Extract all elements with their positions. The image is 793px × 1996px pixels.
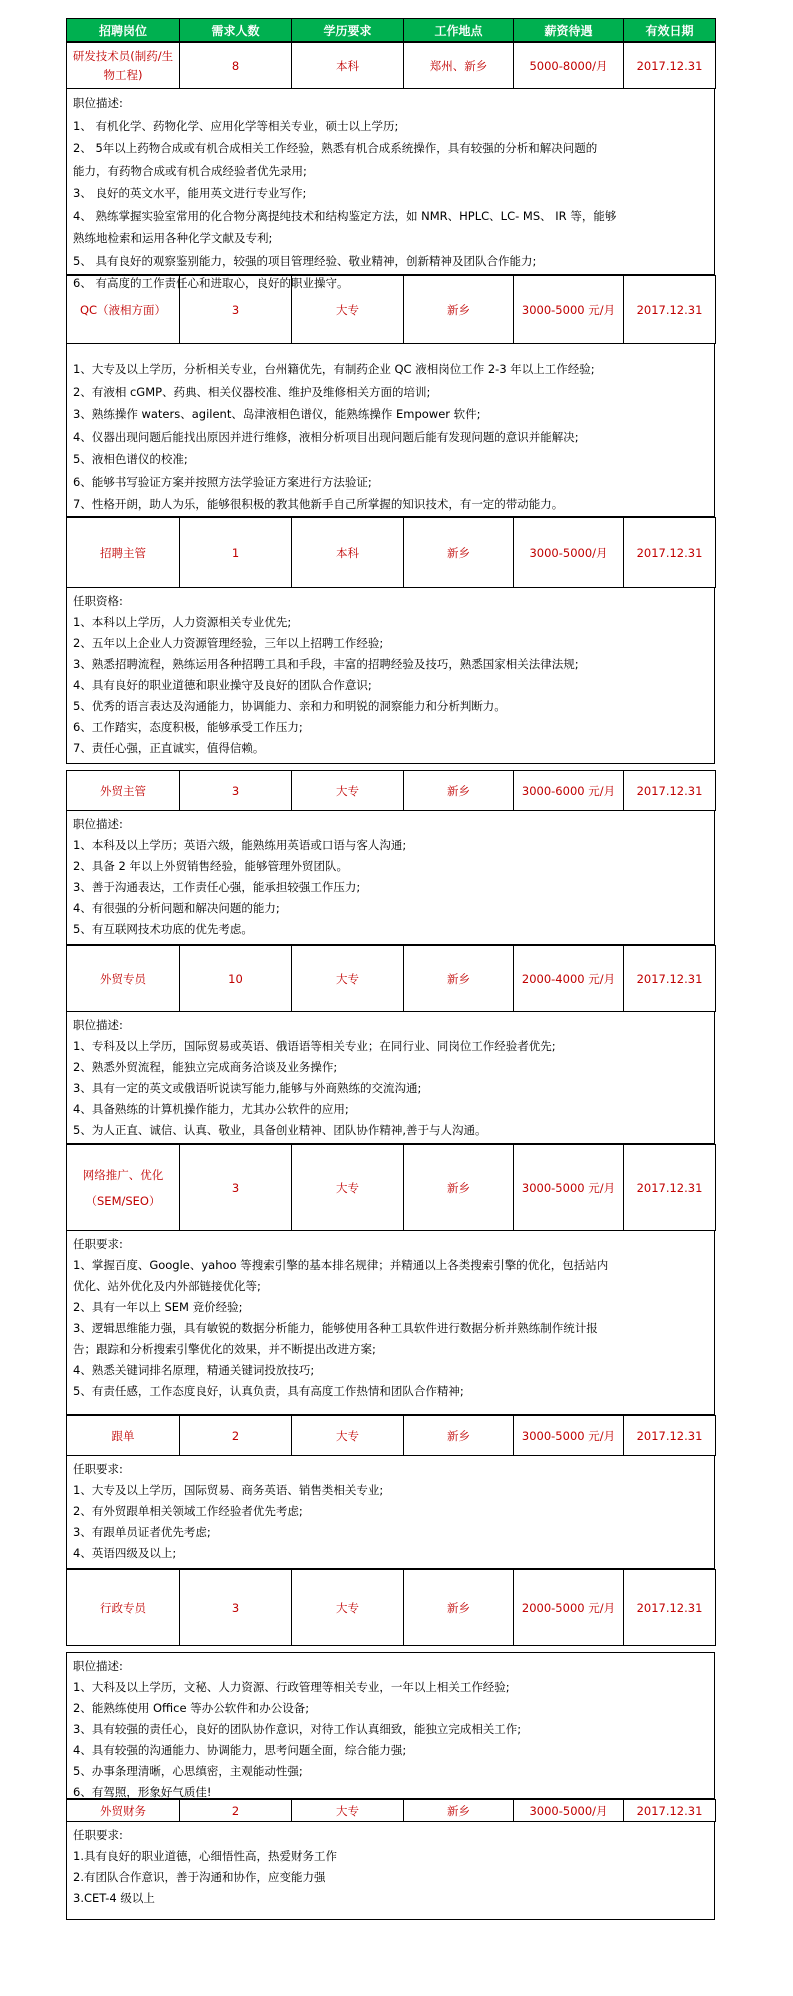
- desc-title: 任职要求:: [73, 1828, 123, 1842]
- desc-line: 3、具有较强的责任心，良好的团队协作意识，对待工作认真细致，能独立完成相关工作;: [73, 1722, 522, 1736]
- desc-line: 4、具备熟练的计算机操作能力，尤其办公软件的应用;: [73, 1102, 349, 1116]
- job-salary: 3000-5000/月: [514, 518, 624, 588]
- job-position: 网络推广、优化（SEM/SEO）: [67, 1145, 180, 1231]
- desc-line: 优化、站外优化及内外部链接优化等;: [73, 1279, 261, 1293]
- job-position: 研发技术员(制药/生物工程): [67, 43, 180, 89]
- desc-line: 2、熟悉外贸流程，能独立完成商务洽谈及业务操作;: [73, 1060, 338, 1074]
- job-position: 外贸主管: [67, 771, 180, 811]
- desc-line: 2、具有一年以上 SEM 竞价经验;: [73, 1300, 243, 1314]
- job-education: 大专: [292, 946, 404, 1012]
- desc-line: 5、有互联网技术功底的优先考虑。: [73, 922, 253, 936]
- desc-line: 2、五年以上企业人力资源管理经验，三年以上招聘工作经验;: [73, 636, 384, 650]
- job-location: 新乡: [404, 771, 514, 811]
- desc-line: 熟练地检索和运用各种化学文献及专利;: [73, 231, 273, 245]
- job-row: [66, 945, 716, 1012]
- header-count: 需求人数: [180, 19, 292, 42]
- desc-title: 任职要求:: [73, 1237, 123, 1251]
- desc-line: 1、 有机化学、药物化学、应用化学等相关专业，硕士以上学历;: [73, 118, 399, 133]
- job-date: 2017.12.31: [624, 946, 716, 1012]
- job-location: 新乡: [404, 276, 514, 344]
- job-location: 郑州、新乡: [404, 43, 514, 89]
- job-position: 跟单: [67, 1416, 180, 1456]
- desc-line: 5、优秀的语言表达及沟通能力，协调能力、亲和力和明锐的洞察能力和分析判断力。: [73, 699, 506, 713]
- job-count: 2: [180, 1800, 292, 1822]
- desc-line: 6、有驾照，形象好气质佳!: [73, 1785, 212, 1799]
- desc-line: 3、具有一定的英文或俄语听说读写能力,能够与外商熟练的交流沟通;: [73, 1081, 422, 1095]
- job-education: 本科: [292, 43, 404, 89]
- job-location: 新乡: [404, 1570, 514, 1646]
- desc-line: 2、有外贸跟单相关领域工作经验者优先考虑;: [73, 1504, 303, 1518]
- desc-line: 2.有团队合作意识，善于沟通和协作，应变能力强: [73, 1870, 326, 1884]
- header-date: 有效日期: [624, 19, 716, 42]
- job-row: [66, 42, 716, 89]
- job-position: QC（液相方面）: [67, 276, 180, 344]
- header-position: 招聘岗位: [67, 19, 180, 42]
- desc-line: 4、英语四级及以上;: [73, 1546, 177, 1560]
- desc-line: 6、工作踏实，态度积极，能够承受工作压力;: [73, 720, 303, 734]
- job-salary: 3000-5000 元/月: [514, 1416, 624, 1456]
- job-count: 1: [180, 518, 292, 588]
- desc-line: 4、仪器出现问题后能找出原因并进行维修，液相分析项目出现问题后能有发现问题的意识并能解决;: [73, 429, 579, 444]
- job-salary: 2000-5000 元/月: [514, 1570, 624, 1646]
- job-date: 2017.12.31: [624, 771, 716, 811]
- desc-line: 4、 熟练掌握实验室常用的化合物分离提纯技术和结构鉴定方法，如 NMR、HPLC、LC- MS、 IR 等，能够: [73, 208, 617, 223]
- desc-line: 5、 具有良好的观察鉴别能力，较强的项目管理经验、敬业精神，创新精神及团队合作能力;: [73, 253, 537, 268]
- job-date: 2017.12.31: [624, 1570, 716, 1646]
- job-description: [66, 1822, 715, 1920]
- job-count: 3: [180, 276, 292, 344]
- job-position: 行政专员: [67, 1570, 180, 1646]
- desc-line: 1、专科及以上学历，国际贸易或英语、俄语语等相关专业；在同行业、同岗位工作经验者优先;: [73, 1039, 556, 1053]
- job-date: 2017.12.31: [624, 1800, 716, 1822]
- job-count: 3: [180, 1145, 292, 1231]
- job-row: [66, 1569, 716, 1646]
- job-salary: 3000-5000 元/月: [514, 1145, 624, 1231]
- desc-line: 5、为人正直、诚信、认真、敬业，具备创业精神、团队协作精神,善于与人沟通。: [73, 1123, 487, 1137]
- job-education: 大专: [292, 1145, 404, 1231]
- desc-title: 任职要求:: [73, 1462, 123, 1476]
- desc-title: 职位描述:: [73, 1659, 123, 1673]
- job-count: 3: [180, 1570, 292, 1646]
- desc-line: 3、 良好的英文水平，能用英文进行专业写作;: [73, 186, 307, 200]
- header-location: 工作地点: [404, 19, 514, 42]
- job-date: 2017.12.31: [624, 276, 716, 344]
- job-education: 大专: [292, 1570, 404, 1646]
- desc-line: 1.具有良好的职业道德，心细悟性高，热爱财务工作: [73, 1849, 337, 1863]
- desc-line: 4、具有良好的职业道德和职业操守及良好的团队合作意识;: [73, 678, 372, 692]
- desc-line: 1、掌握百度、Google、yahoo 等搜索引擎的基本排名规律；并精通以上各类搜索引擎的优化，包括站内: [73, 1258, 609, 1272]
- job-location: 新乡: [404, 946, 514, 1012]
- header-salary: 薪资待遇: [514, 19, 624, 42]
- job-date: 2017.12.31: [624, 518, 716, 588]
- job-salary: 5000-8000/月: [514, 43, 624, 89]
- job-description: [66, 1456, 715, 1569]
- desc-line: 3、善于沟通表达，工作责任心强，能承担较强工作压力;: [73, 880, 361, 894]
- job-date: 2017.12.31: [624, 1416, 716, 1456]
- desc-line: 3.CET-4 级以上: [73, 1891, 155, 1905]
- desc-line: 告；跟踪和分析搜索引擎优化的效果，并不断提出改进方案;: [73, 1342, 376, 1356]
- job-location: 新乡: [404, 518, 514, 588]
- job-education: 本科: [292, 518, 404, 588]
- desc-line: 2、有液相 cGMP、药典、相关仪器校准、维护及维修相关方面的培训;: [73, 384, 431, 399]
- job-education: 大专: [292, 276, 404, 344]
- desc-line: 3、熟练操作 waters、agilent、岛津液相色谱仪，能熟练操作 Empower 软件;: [73, 407, 481, 421]
- job-position: 招聘主管: [67, 518, 180, 588]
- job-count: 10: [180, 946, 292, 1012]
- job-position: 外贸专员: [67, 946, 180, 1012]
- desc-line: 1、大专及以上学历，分析相关专业，台州籍优先，有制药企业 QC 液相岗位工作 2-3 年以上工作经验;: [73, 362, 595, 376]
- header-row: [66, 18, 716, 42]
- desc-line: 7、性格开朗，助人为乐，能够很积极的教其他新手自己所掌握的知识技术，有一定的带动能力。: [73, 497, 564, 511]
- job-salary: 3000-6000 元/月: [514, 771, 624, 811]
- desc-line: 5、办事条理清晰，心思缜密，主观能动性强;: [73, 1764, 303, 1778]
- desc-line: 2、 5年以上药物合成或有机合成相关工作经验，熟悉有机合成系统操作，具有较强的分析和解决问题的: [73, 141, 598, 155]
- desc-line: 3、有跟单员证者优先考虑;: [73, 1525, 211, 1539]
- job-count: 2: [180, 1416, 292, 1456]
- desc-line: 3、熟悉招聘流程，熟练运用各种招聘工具和手段，丰富的招聘经验及技巧，熟悉国家相关法律法规;: [73, 657, 579, 671]
- job-row: [66, 770, 716, 811]
- desc-line: 能力，有药物合成或有机合成经验者优先录用;: [73, 163, 307, 178]
- desc-line: 2、具备 2 年以上外贸销售经验，能够管理外贸团队。: [73, 859, 348, 873]
- desc-line: 6、能够书写验证方案并按照方法学验证方案进行方法验证;: [73, 474, 372, 489]
- job-description: [66, 89, 715, 290]
- desc-line: 3、逻辑思维能力强，具有敏锐的数据分析能力，能够使用各种工具软件进行数据分析并熟练制作统计报: [73, 1321, 598, 1335]
- desc-line: 4、有很强的分析问题和解决问题的能力;: [73, 901, 280, 915]
- job-date: 2017.12.31: [624, 43, 716, 89]
- desc-line: 5、液相色谱仪的校准;: [73, 452, 188, 466]
- desc-title: 任职资格:: [73, 594, 123, 608]
- job-row: [66, 1144, 716, 1231]
- job-count: 3: [180, 771, 292, 811]
- header-education: 学历要求: [292, 19, 404, 42]
- job-description: [66, 1652, 715, 1799]
- job-salary: 3000-5000 元/月: [514, 276, 624, 344]
- job-description: [66, 811, 715, 945]
- desc-line: 7、责任心强，正直诚实，值得信赖。: [73, 741, 265, 755]
- job-salary: 2000-4000 元/月: [514, 946, 624, 1012]
- desc-line: 6、 有高度的工作责任心和进取心，良好的职业操守。: [73, 276, 349, 290]
- desc-line: 1、大专及以上学历，国际贸易、商务英语、销售类相关专业;: [73, 1483, 384, 1497]
- desc-title: 职位描述:: [73, 817, 123, 831]
- job-education: 大专: [292, 1416, 404, 1456]
- desc-line: 1、本科以上学历，人力资源相关专业优先;: [73, 615, 292, 629]
- desc-title: 职位描述:: [73, 1018, 123, 1032]
- recruitment-sheet: [66, 18, 715, 1920]
- desc-line: 1、本科及以上学历；英语六级，能熟练用英语或口语与客人沟通;: [73, 838, 407, 852]
- job-date: 2017.12.31: [624, 1145, 716, 1231]
- job-education: 大专: [292, 1800, 404, 1822]
- job-education: 大专: [292, 771, 404, 811]
- job-description: [66, 344, 715, 517]
- job-position: 外贸财务: [67, 1800, 180, 1822]
- job-description: [66, 588, 715, 764]
- job-row: [66, 1415, 716, 1456]
- job-salary: 3000-5000/月: [514, 1800, 624, 1822]
- job-row: [66, 517, 716, 588]
- job-description: [66, 1231, 715, 1415]
- job-count: 8: [180, 43, 292, 89]
- desc-line: 1、大科及以上学历，文秘、人力资源、行政管理等相关专业，一年以上相关工作经验;: [73, 1680, 510, 1694]
- desc-line: 4、具有较强的沟通能力、协调能力，思考问题全面，综合能力强;: [73, 1743, 407, 1757]
- desc-line: 2、能熟练使用 Office 等办公软件和办公设备;: [73, 1701, 310, 1715]
- desc-line: 5、有责任感，工作态度良好，认真负责，具有高度工作热情和团队合作精神;: [73, 1384, 464, 1398]
- job-location: 新乡: [404, 1800, 514, 1822]
- desc-title: 职位描述:: [73, 96, 123, 110]
- desc-line: 4、熟悉关键词排名原理，精通关键词投放技巧;: [73, 1363, 315, 1377]
- job-location: 新乡: [404, 1416, 514, 1456]
- job-description: [66, 1012, 715, 1144]
- job-location: 新乡: [404, 1145, 514, 1231]
